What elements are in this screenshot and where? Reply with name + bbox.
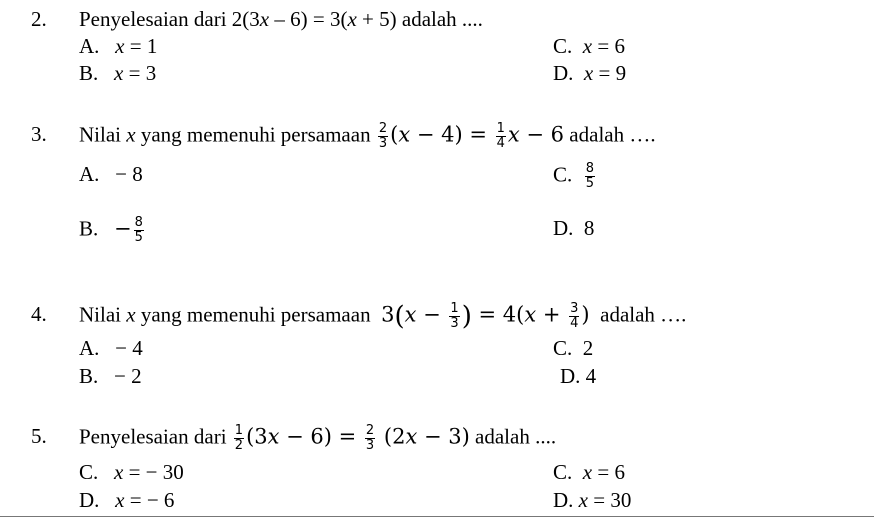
option-a[interactable]: A. x = 1 (79, 34, 158, 58)
option-a[interactable]: A. − 8 (79, 162, 143, 186)
option-d[interactable]: D. x = − 6 (79, 488, 175, 512)
option-a[interactable]: A. − 4 (79, 336, 143, 360)
fraction: $\frac{2}{3}$ (365, 423, 375, 453)
option-c[interactable]: C. x = 6 (553, 460, 625, 484)
fraction: $\frac{8}{5}$ (134, 215, 143, 245)
question-number: 5. (31, 424, 47, 448)
fraction: $\frac{3}{4}$ (570, 301, 579, 331)
question-stem: Nilai x yang memenuhi persamaan 3(x − $\frac{1}{3}$ ) = 4(x + $\frac{3}{4}$ ) adalah …. (79, 301, 687, 332)
option-c[interactable]: C. 2 (553, 336, 594, 360)
option-d[interactable]: D. x = 30 (553, 488, 632, 512)
option-c[interactable]: C. x = − 30 (79, 460, 184, 484)
question-number: 2. (31, 7, 47, 31)
fraction: $\frac{8}{5}$ (585, 161, 595, 191)
question-stem: Penyelesaian dari $\frac{1}{2}$ (3x − 6) = $\frac{2}{3}$ (2x − 3) adalah .... (79, 423, 557, 453)
option-c[interactable]: C. x = 6 (553, 34, 625, 58)
page-divider (0, 516, 874, 517)
question-number: 4. (31, 302, 47, 326)
question-stem: Nilai x yang memenuhi persamaan $\frac{2}{3}$ (x − 4) = $\frac{1}{4}$ x − 6 adalah …. (79, 121, 656, 151)
fraction: $\frac{1}{4}$ (496, 121, 505, 151)
option-d[interactable]: D. x = 9 (553, 61, 627, 85)
question-number: 3. (31, 122, 47, 146)
option-b[interactable]: B. − 2 (79, 364, 142, 388)
fraction: $\frac{2}{3}$ (378, 121, 388, 151)
option-d[interactable]: D. 8 (553, 216, 595, 240)
fraction: $\frac{1}{2}$ (234, 423, 244, 453)
option-c[interactable]: C. $\frac{8}{5}$ (553, 161, 595, 191)
option-d[interactable]: D. 4 (560, 364, 597, 388)
option-b[interactable]: B. − $\frac{8}{5}$ (79, 215, 143, 245)
option-b[interactable]: B. x = 3 (79, 61, 157, 85)
fraction: $\frac{1}{3}$ (450, 301, 459, 331)
question-stem: Penyelesaian dari 2(3x – 6) = 3(x + 5) adalah .... (79, 7, 483, 31)
